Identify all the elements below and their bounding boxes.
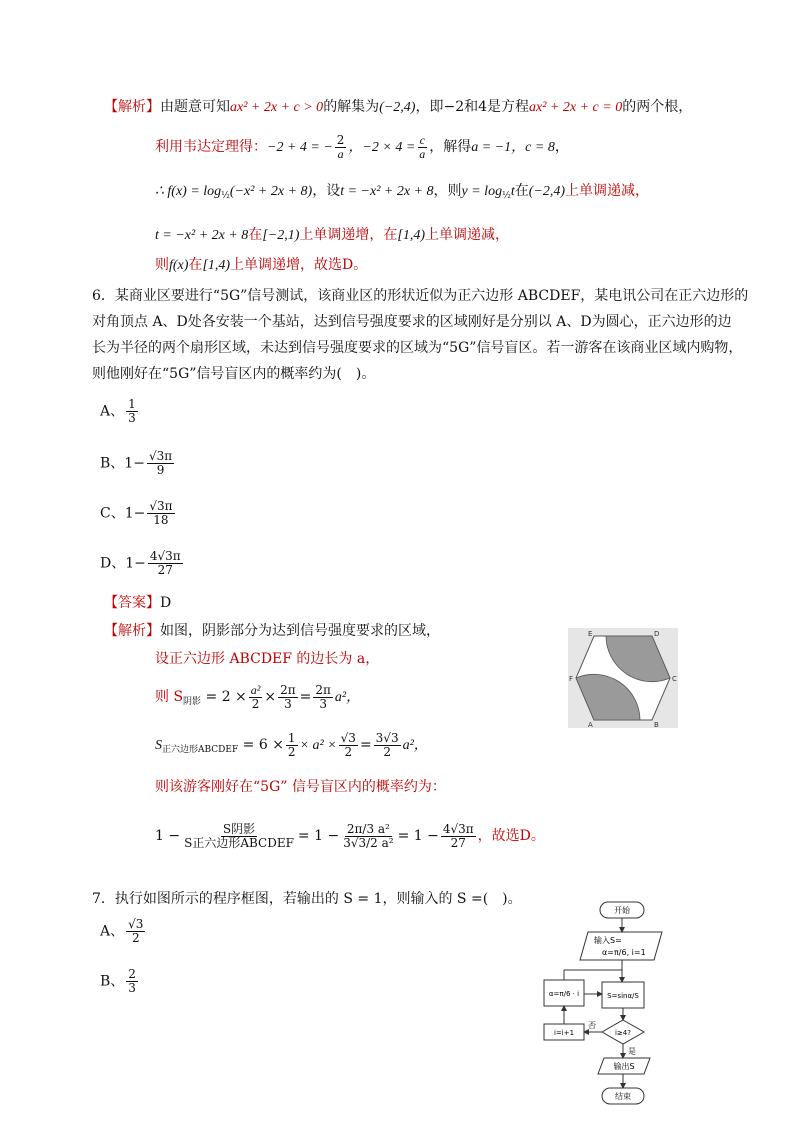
fraction: $\frac{2}{a}$ <box>336 132 345 161</box>
flow-input-label-2: α=π/6, i=1 <box>602 948 646 957</box>
q5-solution-line-5: 则f(x)在[1,4)上单调递增，故选D。 <box>155 257 368 273</box>
q6-stem-line-4: 则他刚好在“5G”信号盲区内的概率约为( )。 <box>92 366 376 382</box>
q6-option-c: C、1− $\frac{√3\pi}{18}$ <box>100 499 173 527</box>
flow-yes-label: 是 <box>628 1047 636 1056</box>
q6-answer: 【答案】D <box>104 595 172 611</box>
fraction: $\frac{c}{a}$ <box>419 132 426 161</box>
flow-alpha-label: α=π/6 · i <box>548 990 580 998</box>
q6-option-b: B、1− $\frac{√3\pi}{9}$ <box>100 449 173 477</box>
q5-solution-line-4: t = −x² + 2x + 8在[−2,1)上单调递增，在[1,4)上单调递减， <box>155 227 509 243</box>
q5-solution-line-2: 利用韦达定理得：−2 + 4 = − $\frac{2}{a}$ ，−2 × 4 = $\frac{c}{a}$ ，解得a = −1，c = 8， <box>155 132 569 161</box>
q6-solution-line-4: $S_{正六边形ABCDEF} = 6$ × $\frac{1}{2}$ × a² × $\frac{√3}{2}$ = $\frac{3√3}{2}$ a²， <box>155 730 428 759</box>
label-e: E <box>588 630 593 638</box>
q6-option-d: D、1− $\frac{4√3\pi}{27}$ <box>100 549 181 577</box>
label-b: B <box>654 721 659 728</box>
q7-stem-line-1: 7．执行如图所示的程序框图，若输出的 S = 1，则输入的 S =( )。 <box>92 891 522 907</box>
q6-stem-line-3: 长为半径的两个扇形区域，未达到信号强度要求的区域为“5G”信号盲区。若一游客在该商业区域内购物， <box>92 340 743 356</box>
flow-start-label: 开始 <box>614 906 630 915</box>
label-f: F <box>569 675 574 683</box>
q6-stem-line-1: 6．某商业区要进行“5G”信号测试，该商业区的形状近似为正六边形 ABCDEF，某电讯公司在正六边形的 <box>92 288 749 304</box>
hexagon-figure <box>568 628 678 728</box>
flow-assign-label: S=sinα/S <box>607 992 639 1000</box>
flow-inc-label: i=i+1 <box>553 1029 575 1037</box>
flow-input-label-1: 输入S= <box>594 936 622 945</box>
flow-output-label: 输出S <box>613 1062 635 1071</box>
q6-option-a: A、 $\frac{1}{3}$ <box>100 397 136 425</box>
q6-stem-line-2: 对角顶点 A、D处各安装一个基站，达到信号强度要求的区域刚好是分别以 A、D为圆心，正六边形的边 <box>92 314 732 330</box>
flow-decision-label: i≥4? <box>615 1029 631 1037</box>
q6-solution-line-6: 1 − $\frac{\text{S阴影}}{\text{S正六边形ABCDEF}}$ = 1 − $\frac{\text{2π/3 a²}}{\text{3√3/2 a²}}$ = 1 − $\frac{4√3\pi}{27}$ ，故选D。 <box>155 821 545 850</box>
q6-solution-line-1: 【解析】如图，阴影部分为达到信号强度要求的区域， <box>104 623 440 639</box>
flowchart-diagram <box>530 898 680 1110</box>
label-d: D <box>654 630 660 638</box>
flow-no-label: 否 <box>588 1021 596 1030</box>
q5-solution-line-1: 【解析】由题意可知ax² + 2x + c > 0的解集为(−2,4)，即−2和4是方程ax² + 2x + c = 0的两个根， <box>104 99 693 115</box>
label-c: C <box>672 675 677 683</box>
q7-option-a: A、 $\frac{√3}{2}$ <box>100 917 144 945</box>
solution-tag: 【解析】 <box>104 99 160 115</box>
q5-solution-line-3: ∴ $f(x) = \log_{\frac{1}{2}}(-x^2 + 2x + 8)$，设t = −x² + 2x + 8，则$y = \log_{\frac{1}{2}}t$在(−2,4)上单调递减， <box>155 183 649 201</box>
q6-solution-line-5: 则该游客刚好在“5G” 信号盲区内的概率约为： <box>155 779 446 795</box>
q7-option-b: B、 $\frac{2}{3}$ <box>100 967 136 995</box>
q6-solution-line-2: 设正六边形 ABCDEF 的边长为 a， <box>155 651 380 667</box>
label-a: A <box>588 721 593 728</box>
flow-end-label: 结束 <box>615 1092 631 1101</box>
flowchart-figure <box>530 898 680 1110</box>
q6-solution-line-3: 则 $S_{阴影} = 2$ × $\frac{\text{a²}}{2}$ × $\frac{2\pi}{3}$ = $\frac{2\pi}{3}$ a²， <box>155 682 361 711</box>
hexagon-diagram <box>568 628 678 728</box>
